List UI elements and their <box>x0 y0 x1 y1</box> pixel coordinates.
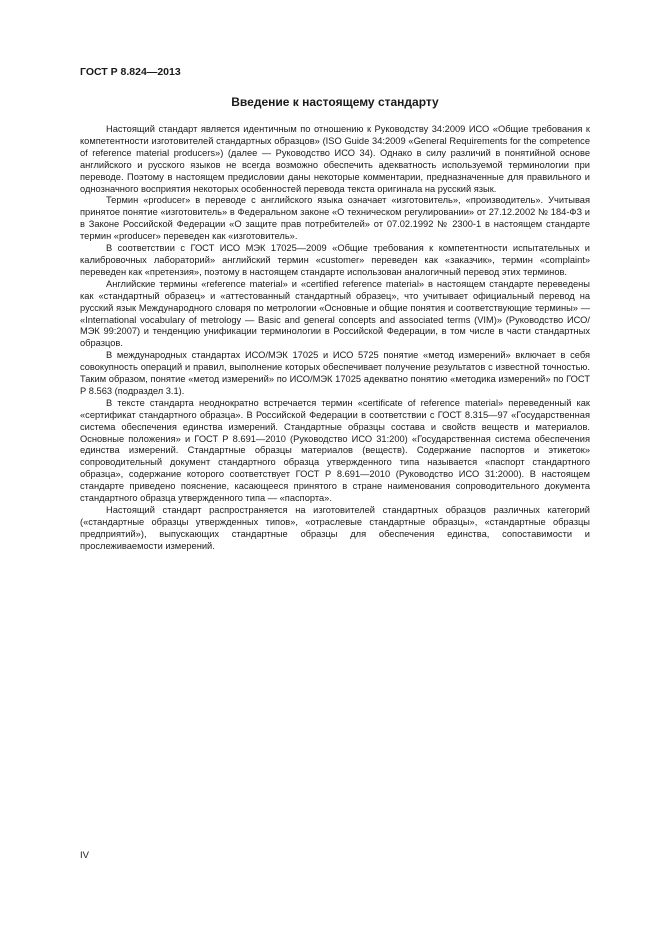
page-number: IV <box>80 850 89 861</box>
section-title: Введение к настоящему стандарту <box>231 95 439 109</box>
paragraph-4: Английские термины «reference material» и «certified reference material» в настоящем стандарте переведены как «стандартный образец» и «аттестованный стандартный образец», что учитывает официальный перевод на русский язык Международного словаря по метрологии «Основные и общие понятия и соответствующие термины» — «International vocabulary of metrology — Basic and general concepts and associated terms (VIM)» (Руководство ИСО/МЭК 99:2007) и тенденцию унификации терминологии в Российской Федерации, в том числе в части стандартных образцов. <box>80 278 590 349</box>
document-id-header: ГОСТ Р 8.824—2013 <box>80 66 181 78</box>
paragraph-5: В международных стандартах ИСО/МЭК 17025 и ИСО 5725 понятие «метод измерений» включает в себя совокупность операций и правил, выполнение которых обеспечивает получение результатов с известной точностью. Таким образом, понятие «метод измерений» по ИСО/МЭК 17025 адекватно понятию «методика измерений» по ГОСТ Р 8.563 (подраздел 3.1). <box>80 350 590 396</box>
paragraph-1: Настоящий стандарт является идентичным по отношению к Руководству 34:2009 ИСО «Общие требования к компетентности изготовителей стандартных образцов» (ISO Guide 34:2009 «General Requirements for the competence of reference material producers») (далее — Руководство ИСО 34). Однако в силу различий в понятийной основе английского и русского языков не всегда возможно обеспечить адекватность используемой терминологии при переводе. Поэтому в настоящем предисловии даны некоторые комментарии, предназначенные для правильного и однозначного восприятия некоторых особенностей перевода текста оригинала на русский язык. <box>80 124 590 194</box>
paragraph-7: Настоящий стандарт распространяется на изготовителей стандартных образцов различных категорий («стандартные образцы утвержденных типов», «отраслевые стандартные образцы», «стандартные образцы предприятий»), выпускающих стандартные образцы для обеспечения единства, сопоставимости и прослеживаемости измерений. <box>80 505 590 551</box>
body-text <box>80 124 590 553</box>
paragraph-2: Термин «producer» в переводе с английского языка означает «изготовитель», «производитель». Учитывая принятое понятие «изготовитель» в Федеральном законе «О техническом регулировании» от 27.12.2002 № 184-ФЗ и в Законе Российской Федерации «О защите прав потребителей» от 07.02.1992 № 2300-1 в настоящем стандарте термин «producer» переведен как «изготовитель». <box>80 195 590 242</box>
paragraph-6: В тексте стандарта неоднократно встречается термин «certificate of reference material» переведенный как «сертификат стандартного образца». В Российской Федерации в соответствии с ГОСТ 8.315—97 «Государственная система обеспечения единства измерений. Стандартные образцы состава и свойств веществ и материалов. Основные положения» и ГОСТ Р 8.691—2010 (Руководство ИСО 31:200) «Государственная система обеспечения единства измерений. Стандартные образцы материалов (веществ). Содержание паспортов и этикеток» сопроводительный документ стандартного образца утвержденного типа называется «паспорт стандартного образца», содержание которого соответствует ГОСТ Р 8.691—2010 (Руководство ИСО 31:2000). В настоящем стандарте приведено пояснение, касающееся принятого в стране наименования сопроводительного документа стандартного образца утвержденного типа — «паспорта». <box>80 397 590 504</box>
paragraph-3: В соответствии с ГОСТ ИСО МЭК 17025—2009 «Общие требования к компетентности испытательных и калибровочных лабораторий» английский термин «customer» переведен как «заказчик», термин «complaint» переведен как «претензия», поэтому в настоящем стандарте использован аналогичный перевод этих терминов. <box>80 243 590 277</box>
